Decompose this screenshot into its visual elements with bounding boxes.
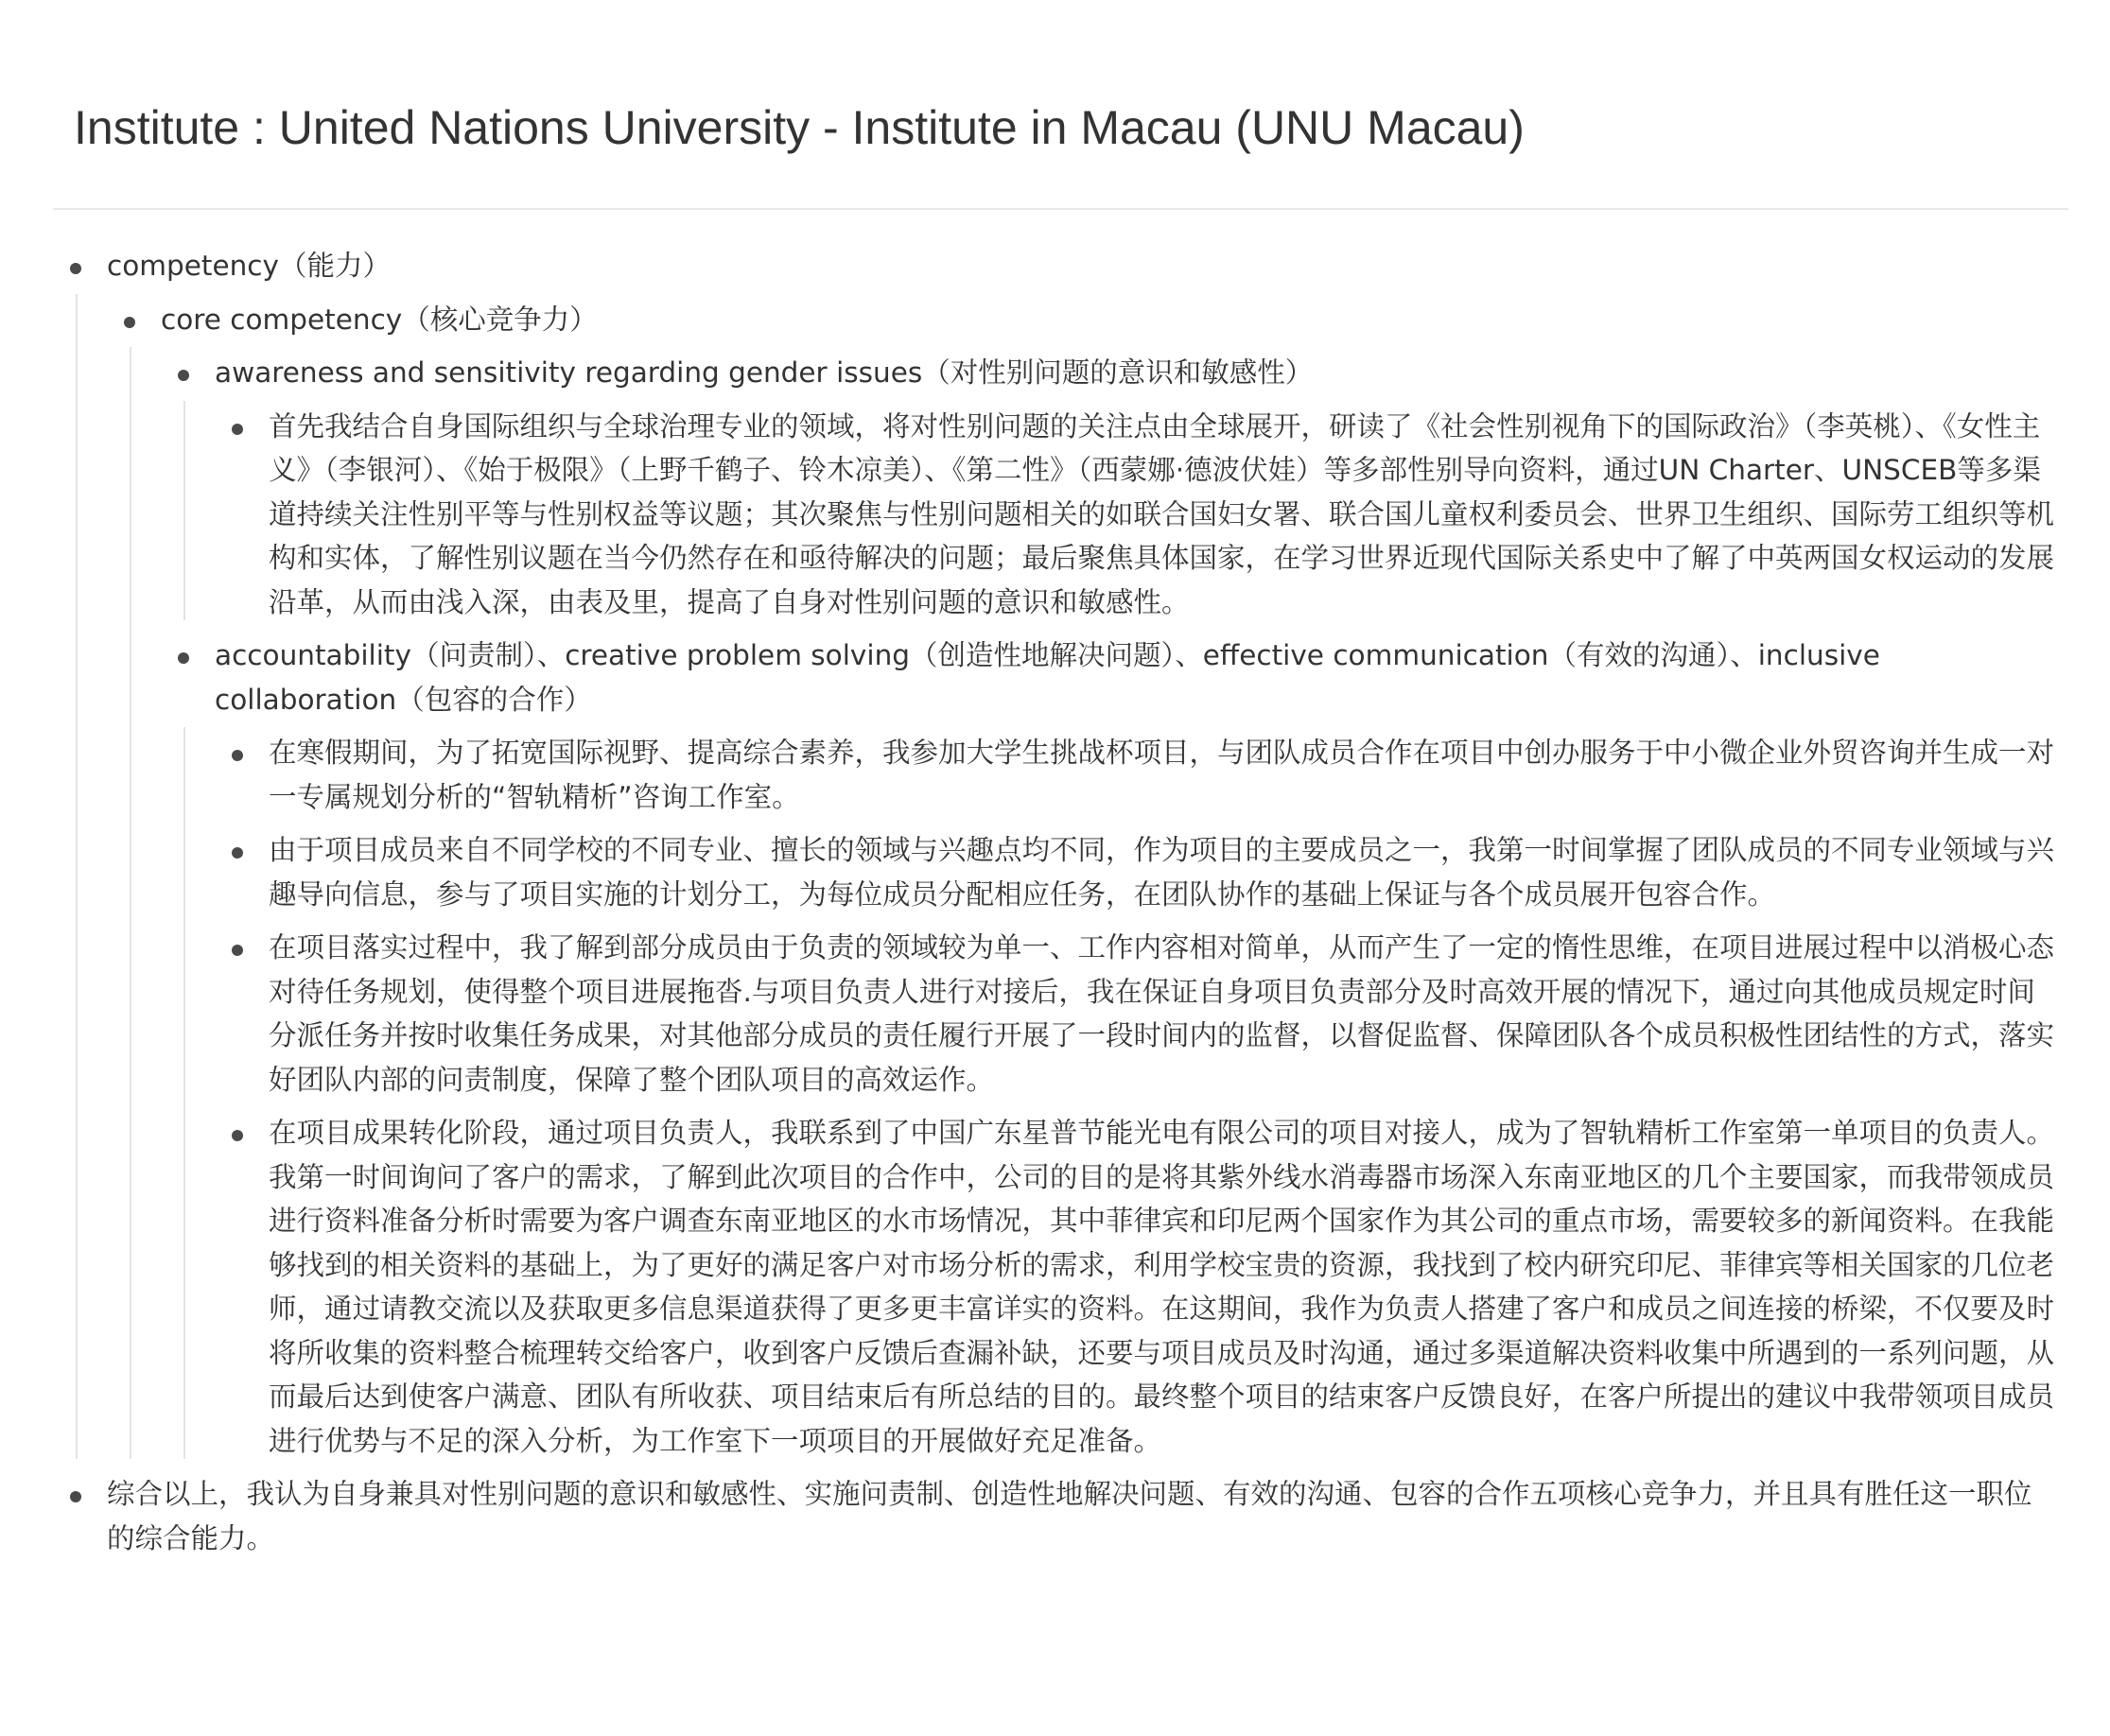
- bullet-icon[interactable]: [178, 652, 189, 664]
- outline-children: [161, 351, 2067, 1463]
- bullet-icon[interactable]: [232, 750, 243, 761]
- outline-list: [53, 244, 2067, 1570]
- bullet-icon[interactable]: [70, 1491, 81, 1502]
- bullet-icon[interactable]: [232, 847, 243, 859]
- page-title: Institute : United Nations University - Institute in Macau (UNU Macau): [74, 101, 1525, 154]
- outline-item-skills-detail: [215, 926, 2067, 1102]
- outline-children: [215, 731, 2067, 1463]
- outline-item-text[interactable]: core competency（核心竞争力）: [161, 303, 598, 336]
- bullet-icon[interactable]: [232, 1130, 243, 1141]
- outline-item-text[interactable]: competency（能力）: [107, 250, 391, 282]
- bullet-icon[interactable]: [124, 317, 135, 328]
- outline-item-skills-detail: [215, 828, 2067, 916]
- outline-item-skills-detail: [215, 731, 2067, 819]
- outline-item-gender-awareness: [161, 351, 2067, 624]
- outline-item-skills: [161, 634, 2067, 1463]
- outline-item-text[interactable]: 首先我结合自身国际组织与全球治理专业的领域，将对性别问题的关注点由全球展开，研读了《社会性别视角下的国际政治》（李英桃）、《女性主义》（李银河）、《始于极限》（上野千鹤子、铃木凉美）、《第二性》（西蒙娜·德波伏娃）等多部性别导向资料，通过UN Charter、UNSCEB等多渠道持续关注性别平等与性别权益等议题；其次聚焦与性别问题相关的如联合国妇女署、联合国儿童权利委员会、世界卫生组织、国际劳工组织等机构和实体，了解性别议题在当今仍然存在和亟待解决的问题；最后聚焦具体国家，在学习世界近现代国际关系史中了解了中英两国女权运动的发展沿革，从而由浅入深，由表及里，提高了自身对性别问题的意识和敏感性。: [269, 409, 2055, 618]
- bullet-icon[interactable]: [232, 424, 243, 435]
- outline-item-text[interactable]: 在项目成果转化阶段，通过项目负责人，我联系到了中国广东星普节能光电有限公司的项目对接人，成为了智轨精析工作室第一单项目的负责人。我第一时间询问了客户的需求，了解到此次项目的合作中，公司的目的是将其紫外线水消毒器市场深入东南亚地区的几个主要国家，而我带领成员进行资料准备分析时需要为客户调查东南亚地区的水市场情况，其中菲律宾和印尼两个国家作为其公司的重点市场，需要较多的新闻资料。在我能够找到的相关资料的基础上，为了更好的满足客户对市场分析的需求，利用学校宝贵的资源，我找到了校内研究印尼、菲律宾等相关国家的几位老师，通过请教交流以及获取更多信息渠道获得了更多更丰富详实的资料。在这期间，我作为负责人搭建了客户和成员之间连接的桥梁，不仅要及时将所收集的资料整合梳理转交给客户，收到客户反馈后查漏补缺，还要与项目成员及时沟通，通过多渠道解决资料收集中所遇到的一系列问题，从而最后达到使客户满意、团队有所收获、项目结束后有所总结的目的。最终整个项目的结束客户反馈良好，在客户所提出的建议中我带领项目成员进行优势与不足的深入分析，为工作室下一项项目的开展做好充足准备。: [269, 1117, 2055, 1457]
- outline-item-text[interactable]: 由于项目成员来自不同学校的不同专业、擅长的领域与兴趣点均不同，作为项目的主要成员之一，我第一时间掌握了团队成员的不同专业领域与兴趣导向信息，参与了项目实施的计划分工，为每位成员分配相应任务，在团队协作的基础上保证与各个成员展开包容合作。: [269, 834, 2055, 911]
- outline-item-competency: [53, 244, 2067, 1463]
- outline-item-text[interactable]: 在寒假期间，为了拓宽国际视野、提高综合素养，我参加大学生挑战杯项目，与团队成员合作在项目中创办服务于中小微企业外贸咨询并生成一对一专属规划分析的“智轨精析”咨询工作室。: [269, 737, 2055, 813]
- outline-item-core-competency: [107, 298, 2067, 1464]
- outline-item-conclusion: [53, 1472, 2067, 1560]
- title-divider: [53, 208, 2068, 210]
- outline-children: [107, 298, 2067, 1464]
- outline-item-gender-detail: [215, 405, 2067, 625]
- bullet-icon[interactable]: [232, 945, 243, 956]
- outline-item-text[interactable]: 综合以上，我认为自身兼具对性别问题的意识和敏感性、实施问责制、创造性地解决问题、有效的沟通、包容的合作五项核心竞争力，并且具有胜任这一职位的综合能力。: [107, 1478, 2032, 1554]
- outline-children: [215, 405, 2067, 625]
- bullet-icon[interactable]: [178, 370, 189, 381]
- bullet-icon[interactable]: [70, 263, 81, 274]
- outline-item-skills-detail: [215, 1111, 2067, 1463]
- outline-item-text[interactable]: awareness and sensitivity regarding gender issues（对性别问题的意识和敏感性）: [215, 356, 1314, 389]
- outline-item-text[interactable]: 在项目落实过程中，我了解到部分成员由于负责的领域较为单一、工作内容相对简单，从而产生了一定的惰性思维，在项目进展过程中以消极心态对待任务规划，使得整个项目进展拖沓.与项目负责人进行对接后，我在保证自身项目负责部分及时高效开展的情况下，通过向其他成员规定时间分派任务并按时收集任务成果，对其他部分成员的责任履行开展了一段时间内的监督，以督促监督、保障团队各个成员积极性团结性的方式，落实好团队内部的问责制度，保障了整个团队项目的高效运作。: [269, 931, 2055, 1096]
- outline-item-text[interactable]: accountability（问责制）、creative problem solving（创造性地解决问题）、effective communication（有效的沟通）、inclusive collaboration（包容的合作）: [215, 639, 1880, 716]
